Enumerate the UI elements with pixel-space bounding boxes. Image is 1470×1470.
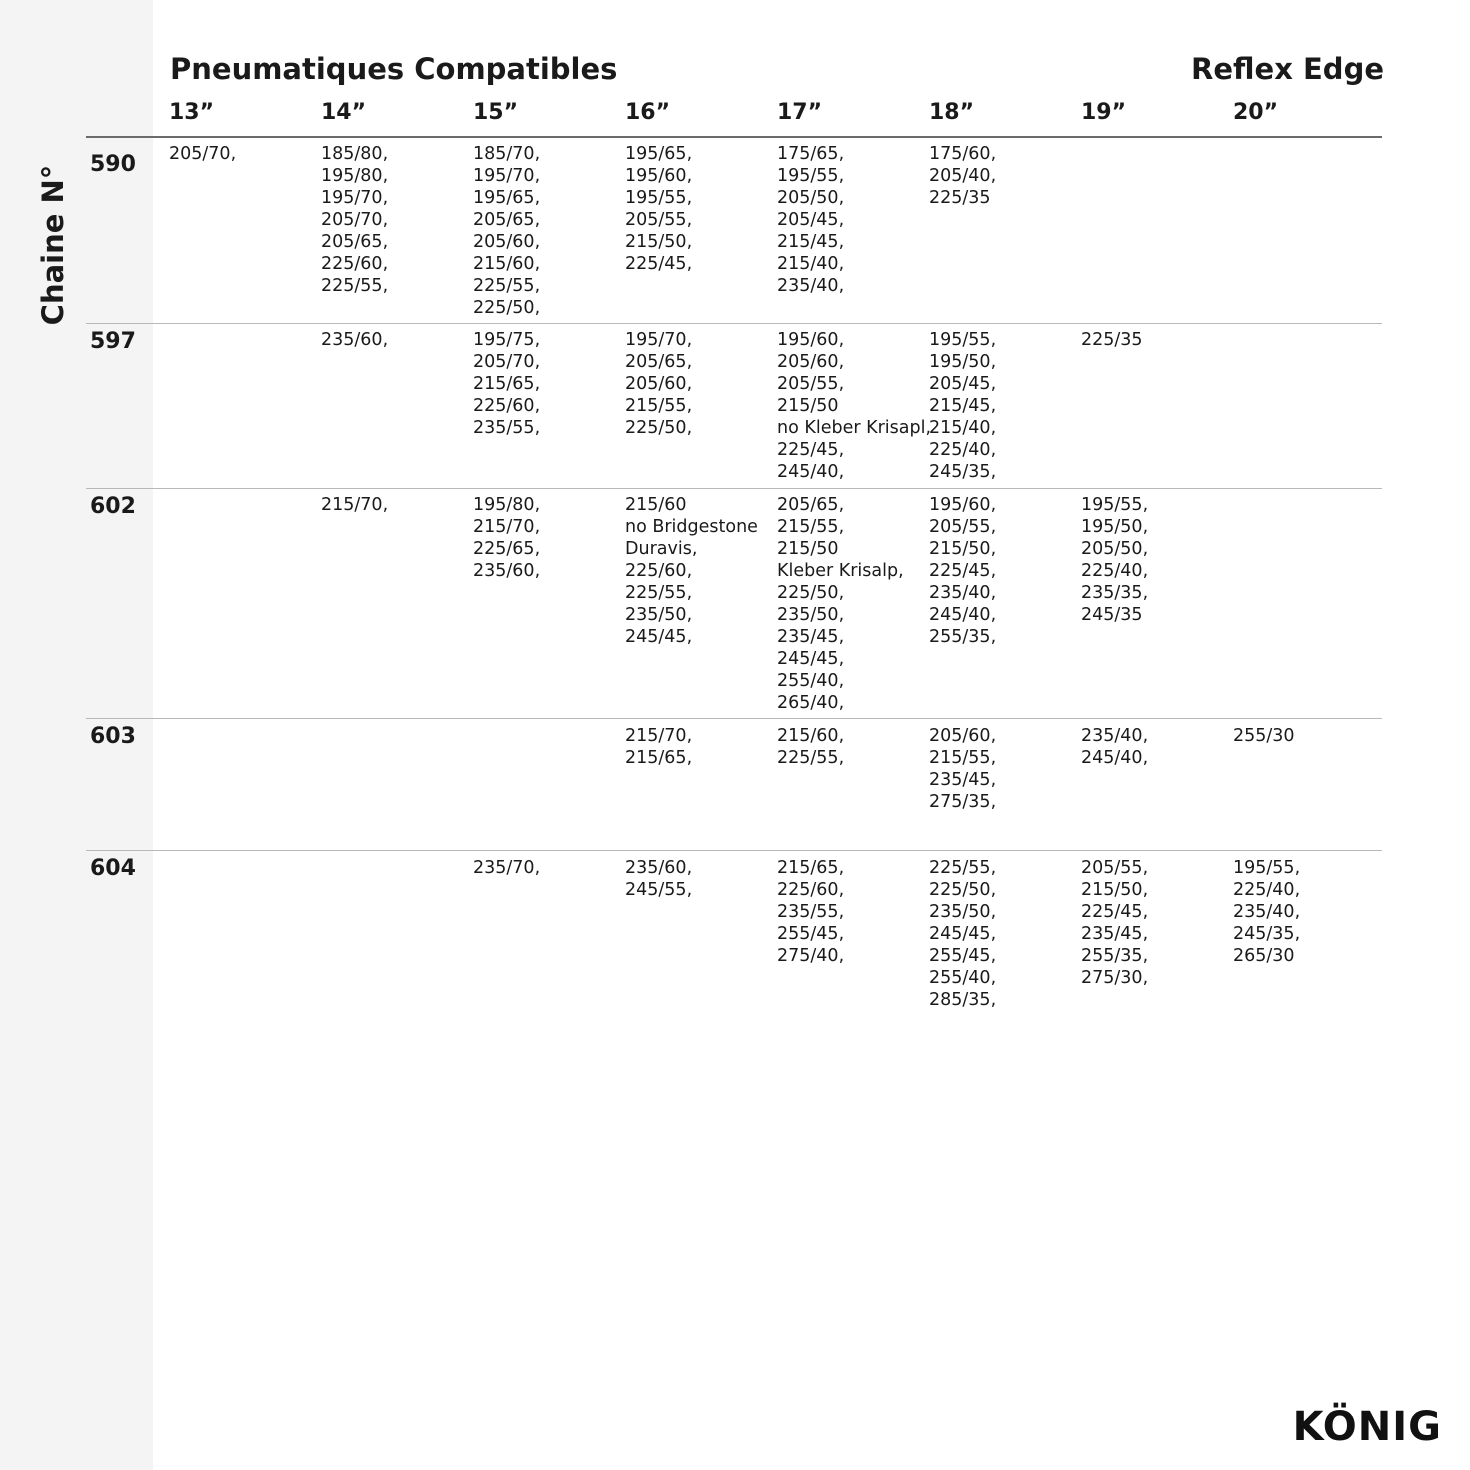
tire-sizes-cell: 205/55, 215/50, 225/45, 235/45, 255/35, 275/30, — [1081, 858, 1149, 988]
table-heading: Pneumatiques Compatibles — [170, 52, 618, 86]
tire-sizes-cell: 175/60, 205/40, 225/35 — [929, 144, 997, 208]
tire-sizes-cell: 215/70, — [321, 495, 389, 515]
tire-sizes-cell: 235/60, 245/55, — [625, 858, 693, 900]
tire-sizes-cell: 195/55, 195/50, 205/45, 215/45, 215/40, 225/40, 245/35, — [929, 330, 997, 482]
wheel-size-20: 20” — [1233, 100, 1279, 125]
tire-sizes-cell: 195/60, 205/60, 205/55, 215/50 no Kleber Krisapl, 225/45, 245/40, — [777, 330, 932, 482]
tire-sizes-cell: 205/65, 215/55, 215/50 Kleber Krisalp, 225/50, 235/50, 235/45, 245/45, 255/40, 265/40, — [777, 495, 904, 713]
konig-logo: KÖNIG — [1292, 1404, 1442, 1450]
row-divider — [86, 323, 1382, 324]
tire-sizes-cell: 225/55, 225/50, 235/50, 245/45, 255/45, 255/40, 285/35, — [929, 858, 997, 1010]
tire-sizes-cell: 195/75, 205/70, 215/65, 225/60, 235/55, — [473, 330, 541, 438]
row-divider — [86, 850, 1382, 851]
chain-id: 604 — [90, 856, 136, 881]
tire-sizes-cell: 255/30 — [1233, 726, 1295, 746]
chain-id: 603 — [90, 724, 136, 749]
tire-sizes-cell: 205/70, — [169, 144, 237, 164]
tire-sizes-cell: 195/70, 205/65, 205/60, 215/55, 225/50, — [625, 330, 693, 438]
chain-id: 602 — [90, 494, 136, 519]
tire-sizes-cell: 195/55, 195/50, 205/50, 225/40, 235/35, 245/35 — [1081, 495, 1149, 625]
wheel-size-15: 15” — [473, 100, 519, 125]
tire-sizes-cell: 205/60, 215/55, 235/45, 275/35, — [929, 726, 997, 812]
chain-id: 597 — [90, 329, 136, 354]
wheel-size-18: 18” — [929, 100, 975, 125]
tire-sizes-cell: 235/60, — [321, 330, 389, 350]
tire-sizes-cell: 195/60, 205/55, 215/50, 225/45, 235/40, 245/40, 255/35, — [929, 495, 997, 647]
chain-id: 590 — [90, 152, 136, 177]
tire-sizes-cell: 195/80, 215/70, 225/65, 235/60, — [473, 495, 541, 581]
row-divider — [86, 718, 1382, 719]
tire-sizes-cell: 215/70, 215/65, — [625, 726, 693, 768]
tire-sizes-cell: 235/40, 245/40, — [1081, 726, 1149, 768]
header-divider — [86, 136, 1382, 138]
product-name: Reflex Edge — [1191, 52, 1384, 86]
wheel-size-14: 14” — [321, 100, 367, 125]
wheel-size-17: 17” — [777, 100, 823, 125]
tire-sizes-cell: 185/70, 195/70, 195/65, 205/65, 205/60, 215/60, 225/55, 225/50, — [473, 144, 541, 318]
tire-sizes-cell: 185/80, 195/80, 195/70, 205/70, 205/65, 225/60, 225/55, — [321, 144, 389, 296]
tire-sizes-cell: 215/60, 225/55, — [777, 726, 845, 768]
tire-sizes-cell: 225/35 — [1081, 330, 1143, 350]
wheel-size-header — [169, 100, 1389, 132]
tire-sizes-cell: 215/60 no Bridgestone Duravis, 225/60, 225/55, 235/50, 245/45, — [625, 495, 758, 647]
row-divider — [86, 488, 1382, 489]
tire-sizes-cell: 175/65, 195/55, 205/50, 205/45, 215/45, 215/40, 235/40, — [777, 144, 845, 296]
wheel-size-16: 16” — [625, 100, 671, 125]
chain-number-label: Chaine N° — [36, 164, 70, 326]
tire-sizes-cell: 215/65, 225/60, 235/55, 255/45, 275/40, — [777, 858, 845, 966]
wheel-size-19: 19” — [1081, 100, 1127, 125]
wheel-size-13: 13” — [169, 100, 215, 125]
tire-sizes-cell: 235/70, — [473, 858, 541, 878]
tire-sizes-cell: 195/65, 195/60, 195/55, 205/55, 215/50, 225/45, — [625, 144, 693, 274]
tire-sizes-cell: 195/55, 225/40, 235/40, 245/35, 265/30 — [1233, 858, 1301, 966]
